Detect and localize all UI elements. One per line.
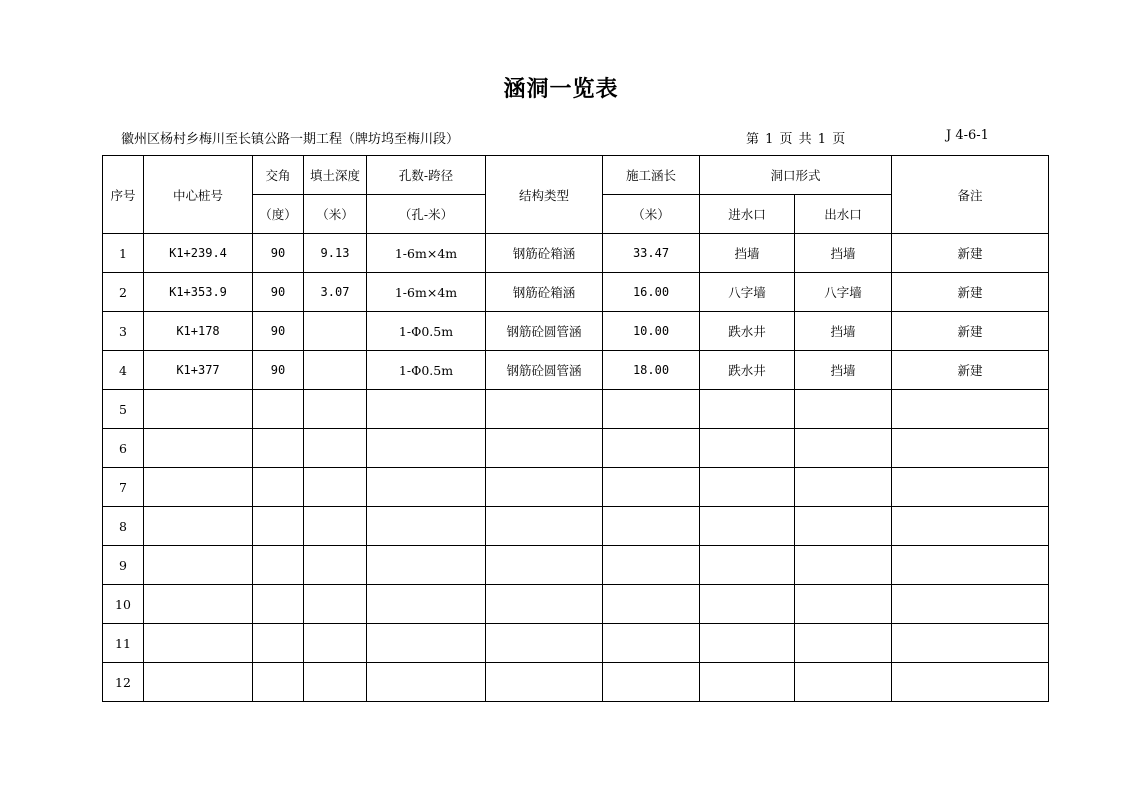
cell-remarks: 新建 [892, 312, 1049, 351]
cell-angle [253, 585, 304, 624]
cell-inlet: 跌水井 [700, 351, 795, 390]
cell-structure [486, 390, 603, 429]
cell-inlet [700, 468, 795, 507]
cell-inlet [700, 390, 795, 429]
cell-outlet [795, 429, 892, 468]
cell-length: 10.00 [603, 312, 700, 351]
cell-station [144, 585, 253, 624]
table-row [103, 351, 1049, 390]
cell-angle: 90 [253, 273, 304, 312]
cell-structure: 钢筋砼箱涵 [486, 234, 603, 273]
header-portal: 洞口形式 [700, 156, 892, 195]
cell-angle [253, 546, 304, 585]
cell-station [144, 663, 253, 702]
cell-remarks [892, 624, 1049, 663]
table-row [103, 312, 1049, 351]
cell-outlet [795, 624, 892, 663]
cell-fill [304, 312, 367, 351]
header-span-unit: （孔-米） [367, 195, 486, 234]
cell-span [367, 546, 486, 585]
header-angle: 交角 [253, 156, 304, 195]
header-angle-unit: （度） [253, 195, 304, 234]
cell-length [603, 390, 700, 429]
cell-structure [486, 468, 603, 507]
cell-fill [304, 468, 367, 507]
cell-inlet [700, 507, 795, 546]
cell-angle [253, 663, 304, 702]
cell-fill [304, 429, 367, 468]
cell-station: K1+377 [144, 351, 253, 390]
header-structure: 结构类型 [486, 156, 603, 234]
cell-inlet: 八字墙 [700, 273, 795, 312]
cell-remarks: 新建 [892, 273, 1049, 312]
cell-inlet [700, 663, 795, 702]
cell-span: 1-6m×4m [367, 273, 486, 312]
cell-angle: 90 [253, 351, 304, 390]
table-body [103, 234, 1049, 702]
document-code: J 4-6-1 [946, 128, 989, 143]
cell-station [144, 546, 253, 585]
cell-length: 18.00 [603, 351, 700, 390]
cell-angle: 90 [253, 312, 304, 351]
table-row [103, 624, 1049, 663]
header-inlet: 进水口 [700, 195, 795, 234]
cell-structure [486, 663, 603, 702]
table-row [103, 585, 1049, 624]
table-row [103, 546, 1049, 585]
cell-fill [304, 546, 367, 585]
cell-span [367, 624, 486, 663]
cell-outlet [795, 468, 892, 507]
cell-inlet [700, 585, 795, 624]
cell-station [144, 507, 253, 546]
table-row [103, 468, 1049, 507]
cell-length: 16.00 [603, 273, 700, 312]
cell-length: 33.47 [603, 234, 700, 273]
cell-length [603, 429, 700, 468]
cell-structure: 钢筋砼箱涵 [486, 273, 603, 312]
cell-inlet: 跌水井 [700, 312, 795, 351]
page-title: 涵洞一览表 [503, 77, 619, 102]
table-row [103, 429, 1049, 468]
cell-station: K1+239.4 [144, 234, 253, 273]
cell-length [603, 663, 700, 702]
cell-structure [486, 507, 603, 546]
header-length-unit: （米） [603, 195, 700, 234]
cell-seq: 2 [103, 273, 144, 312]
cell-seq: 4 [103, 351, 144, 390]
cell-fill [304, 585, 367, 624]
cell-structure: 钢筋砼圆管涵 [486, 351, 603, 390]
cell-seq: 8 [103, 507, 144, 546]
cell-seq: 3 [103, 312, 144, 351]
cell-station [144, 468, 253, 507]
cell-length [603, 546, 700, 585]
header-station: 中心桩号 [144, 156, 253, 234]
cell-fill: 3.07 [304, 273, 367, 312]
cell-station [144, 390, 253, 429]
cell-fill [304, 663, 367, 702]
cell-fill [304, 390, 367, 429]
cell-fill [304, 351, 367, 390]
cell-seq: 10 [103, 585, 144, 624]
cell-remarks: 新建 [892, 351, 1049, 390]
cell-remarks [892, 546, 1049, 585]
cell-seq: 7 [103, 468, 144, 507]
cell-outlet: 挡墙 [795, 312, 892, 351]
cell-outlet: 八字墙 [795, 273, 892, 312]
cell-inlet [700, 429, 795, 468]
cell-angle [253, 468, 304, 507]
cell-length [603, 468, 700, 507]
cell-inlet: 挡墙 [700, 234, 795, 273]
cell-outlet: 挡墙 [795, 234, 892, 273]
cell-fill: 9.13 [304, 234, 367, 273]
table-row [103, 507, 1049, 546]
cell-fill [304, 507, 367, 546]
cell-outlet [795, 546, 892, 585]
cell-remarks [892, 468, 1049, 507]
header-length: 施工涵长 [603, 156, 700, 195]
table-row [103, 390, 1049, 429]
cell-seq: 5 [103, 390, 144, 429]
cell-structure [486, 546, 603, 585]
cell-outlet [795, 663, 892, 702]
cell-seq: 6 [103, 429, 144, 468]
culvert-table [102, 155, 1049, 702]
cell-length [603, 585, 700, 624]
header-seq: 序号 [103, 156, 144, 234]
cell-station [144, 429, 253, 468]
header-row [103, 156, 1049, 195]
header-fill: 填土深度 [304, 156, 367, 195]
cell-structure [486, 429, 603, 468]
cell-angle: 90 [253, 234, 304, 273]
page-info: 第 1 页 共 1 页 [746, 132, 846, 147]
cell-seq: 9 [103, 546, 144, 585]
cell-remarks: 新建 [892, 234, 1049, 273]
cell-angle [253, 429, 304, 468]
table-row [103, 663, 1049, 702]
cell-structure: 钢筋砼圆管涵 [486, 312, 603, 351]
cell-angle [253, 390, 304, 429]
cell-angle [253, 507, 304, 546]
cell-span [367, 468, 486, 507]
cell-span [367, 429, 486, 468]
cell-inlet [700, 624, 795, 663]
cell-span: 1-Φ0.5m [367, 351, 486, 390]
cell-remarks [892, 429, 1049, 468]
cell-span [367, 390, 486, 429]
cell-fill [304, 624, 367, 663]
cell-length [603, 507, 700, 546]
cell-inlet [700, 546, 795, 585]
cell-structure [486, 585, 603, 624]
cell-remarks [892, 507, 1049, 546]
cell-outlet [795, 507, 892, 546]
cell-outlet [795, 390, 892, 429]
cell-angle [253, 624, 304, 663]
cell-span [367, 663, 486, 702]
cell-station [144, 624, 253, 663]
cell-station: K1+353.9 [144, 273, 253, 312]
header-fill-unit: （米） [304, 195, 367, 234]
cell-remarks [892, 390, 1049, 429]
header-span: 孔数-跨径 [367, 156, 486, 195]
cell-span [367, 585, 486, 624]
table-row [103, 273, 1049, 312]
header-remarks: 备注 [892, 156, 1049, 234]
cell-station: K1+178 [144, 312, 253, 351]
cell-seq: 12 [103, 663, 144, 702]
header-outlet: 出水口 [795, 195, 892, 234]
cell-remarks [892, 663, 1049, 702]
cell-remarks [892, 585, 1049, 624]
table-row [103, 234, 1049, 273]
cell-span: 1-Φ0.5m [367, 312, 486, 351]
cell-structure [486, 624, 603, 663]
cell-seq: 11 [103, 624, 144, 663]
cell-seq: 1 [103, 234, 144, 273]
cell-length [603, 624, 700, 663]
project-name: 徽州区杨村乡梅川至长镇公路一期工程（牌坊坞至梅川段） [121, 132, 460, 147]
cell-outlet: 挡墙 [795, 351, 892, 390]
cell-span [367, 507, 486, 546]
cell-outlet [795, 585, 892, 624]
cell-span: 1-6m×4m [367, 234, 486, 273]
